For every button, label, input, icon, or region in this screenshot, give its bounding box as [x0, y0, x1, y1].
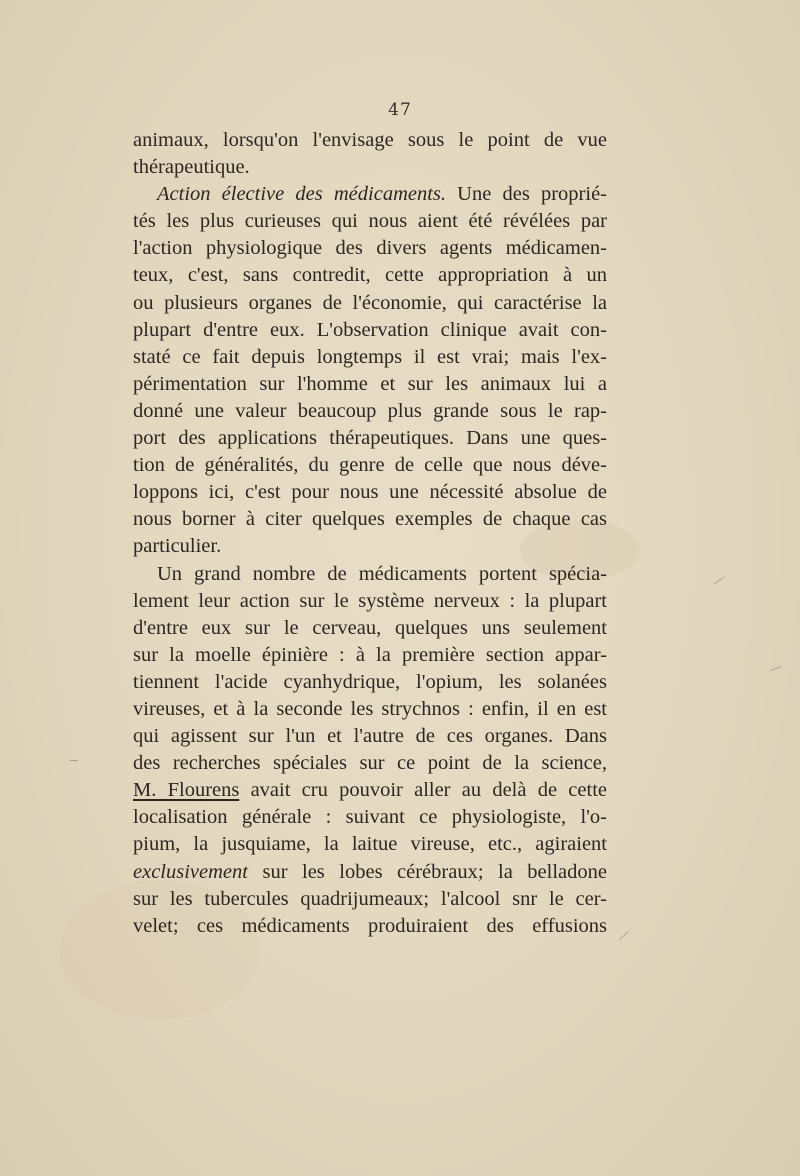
text-line [133, 235, 607, 262]
text-line [133, 506, 607, 533]
text-line [133, 533, 607, 560]
text-run: localisation générale : suivant ce physiologiste, l'o- [133, 806, 607, 829]
text-run: thérapeutique. [133, 156, 250, 179]
text-run: sur la moelle épinière : à la première section appar- [133, 643, 607, 666]
text-line [133, 371, 607, 398]
text-line [133, 615, 607, 642]
text-run: teux, c'est, sans contredit, cette appropriation à un [133, 264, 607, 287]
text-run: ou plusieurs organes de l'économie, qui caractérise la [133, 291, 607, 314]
text-line [133, 154, 607, 181]
text-line [133, 561, 607, 588]
text-line [133, 181, 607, 208]
text-run: Un grand nombre de médicaments portent spécia- [157, 562, 607, 585]
text-line [133, 859, 607, 886]
text-run: lement leur action sur le système nerveux : la plupart [133, 589, 607, 612]
text-line [133, 452, 607, 479]
paper-mark [770, 666, 782, 671]
text-run: tiennent l'acide cyanhydrique, l'opium, les solanées [133, 670, 607, 693]
text-line [133, 804, 607, 831]
text-line [133, 262, 607, 289]
text-run: Une des proprié- [446, 183, 607, 206]
text-line [133, 777, 607, 804]
text-run: plupart d'entre eux. L'observation clinique avait con- [133, 318, 607, 341]
text-line [133, 317, 607, 344]
text-run: vireuses, et à la seconde les strychnos : enfin, il en est [133, 697, 607, 720]
text-line [133, 696, 607, 723]
text-run: l'action physiologique des divers agents médicamen- [133, 237, 607, 260]
text-run: particulier. [133, 535, 222, 558]
text-run: qui agissent sur l'un et l'autre de ces organes. Dans [133, 725, 607, 748]
text-line [133, 290, 607, 317]
text-run: tés les plus curieuses qui nous aient été révélées par [133, 210, 607, 233]
text-line [133, 588, 607, 615]
paper-mark [70, 760, 78, 761]
underlined-name: M. Flourens [133, 779, 240, 802]
text-line [133, 913, 607, 940]
text-run: d'entre eux sur le cerveau, quelques uns seulement [133, 616, 607, 639]
text-line [133, 669, 607, 696]
text-run: des recherches spéciales sur ce point de la science, [133, 752, 607, 775]
italic-text: Action élective des médicaments. [157, 183, 447, 206]
text-line [133, 750, 607, 777]
text-run: sur les tubercules quadrijumeaux; l'alcool snr le cer- [133, 887, 607, 910]
text-run: donné une valeur beaucoup plus grande sous le rap- [133, 399, 607, 422]
text-run: loppons ici, c'est pour nous une nécessité absolue de [133, 481, 607, 504]
page-number: 47 [388, 100, 412, 120]
text-run: port des applications thérapeutiques. Dans une ques- [133, 427, 607, 450]
text-line [133, 723, 607, 750]
text-line [133, 886, 607, 913]
text-line [133, 344, 607, 371]
text-line [133, 479, 607, 506]
text-run: périmentation sur l'homme et sur les animaux lui a [133, 372, 607, 395]
text-run: animaux, lorsqu'on l'envisage sous le point de vue [133, 129, 607, 151]
text-line [133, 831, 607, 858]
text-line [133, 127, 607, 154]
text-line [133, 208, 607, 235]
text-line [133, 398, 607, 425]
text-run: staté ce fait depuis longtemps il est vrai; mais l'ex- [133, 345, 607, 368]
text-line [133, 425, 607, 452]
text-run: sur les lobes cérébraux; la belladone [247, 860, 607, 883]
italic-text: exclusivement [133, 860, 248, 883]
text-run: velet; ces médicaments produiraient des effusions [133, 914, 607, 937]
text-run: pium, la jusquiame, la laitue vireuse, etc., agiraient [133, 833, 607, 856]
text-run: tion de généralités, du genre de celle que nous déve- [133, 454, 607, 477]
text-run: nous borner à citer quelques exemples de chaque cas [133, 508, 607, 531]
text-run: avait cru pouvoir aller au delà de cette [239, 779, 607, 802]
body-text [133, 127, 607, 940]
paper-mark [619, 931, 629, 939]
paper-mark [713, 576, 725, 585]
text-line [133, 642, 607, 669]
